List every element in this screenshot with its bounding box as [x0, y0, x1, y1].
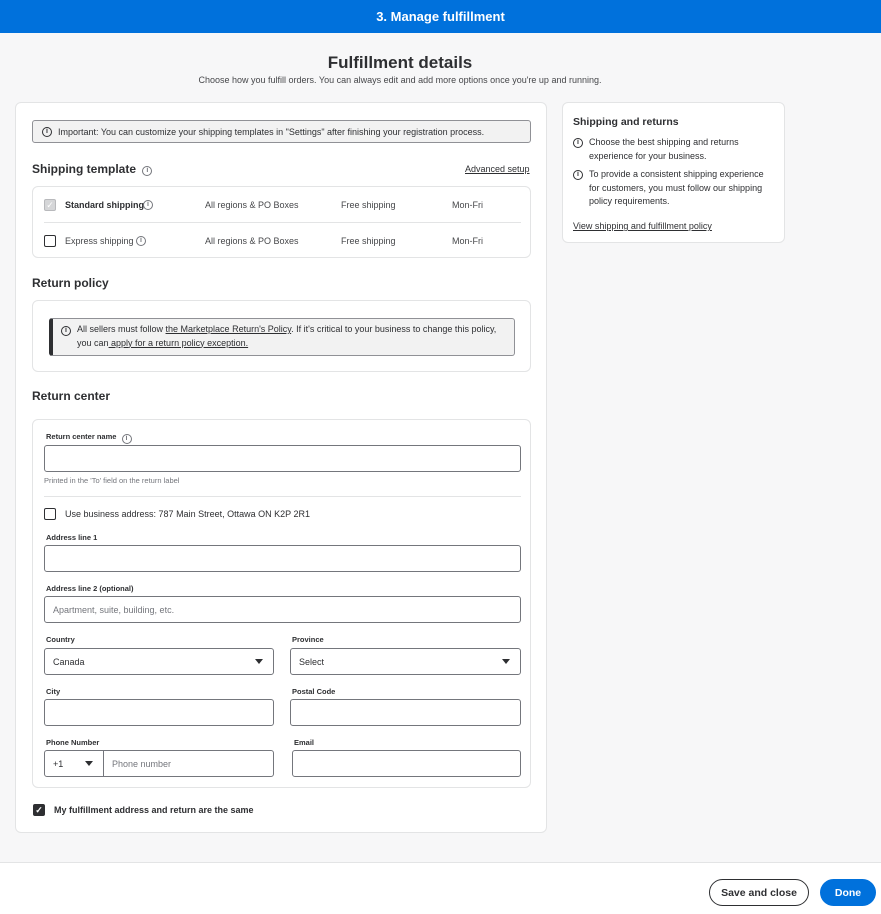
- shipping-policy-link[interactable]: View shipping and fulfillment policy: [573, 221, 712, 231]
- standard-shipping-regions: All regions & PO Boxes: [205, 200, 299, 210]
- return-policy-text-before: All sellers must follow: [77, 324, 166, 334]
- express-shipping-regions: All regions & PO Boxes: [205, 236, 299, 246]
- info-icon[interactable]: i: [142, 166, 152, 176]
- page-title: Fulfillment details: [327, 53, 473, 72]
- caret-down-icon: [502, 659, 510, 664]
- caret-down-icon: [255, 659, 263, 664]
- sidebar-item-text: Choose the best shipping and returns experience for your business.: [589, 137, 739, 161]
- address2-input[interactable]: [44, 596, 521, 623]
- shipping-returns-card: [562, 102, 785, 243]
- return-center-name-label-text: Return center name: [46, 432, 117, 441]
- sidebar-item: [573, 136, 773, 163]
- return-policy-exception-link[interactable]: apply for a return policy exception.: [108, 337, 249, 348]
- checkmark-icon: ✓: [46, 200, 54, 210]
- country-label: Country: [46, 635, 75, 644]
- same-address-checkbox[interactable]: [33, 804, 45, 816]
- info-icon[interactable]: i: [136, 236, 146, 246]
- express-shipping-checkbox[interactable]: [44, 235, 56, 247]
- postal-code-input[interactable]: [290, 699, 521, 726]
- phone-code-value: +1: [53, 758, 64, 769]
- info-icon[interactable]: i: [143, 200, 153, 210]
- address1-label: Address line 1: [46, 533, 98, 542]
- sidebar-title: Shipping and returns: [573, 116, 679, 128]
- country-value: Canada: [53, 656, 85, 667]
- email-label: Email: [294, 738, 315, 747]
- standard-shipping-name: Standard shipping: [65, 200, 145, 210]
- province-value: Select: [299, 656, 325, 667]
- info-icon: i: [573, 170, 583, 180]
- marketplace-return-policy-link[interactable]: the Marketplace Return's Policy: [165, 324, 292, 334]
- info-icon: i: [42, 127, 52, 137]
- express-shipping-name: Express shipping: [65, 236, 134, 246]
- return-policy-text-mid: . If it's critical to your business to change this policy, you can: [77, 324, 497, 348]
- sidebar-item: [573, 168, 773, 209]
- city-label: City: [46, 687, 61, 696]
- return-policy-text: [77, 319, 506, 350]
- header-title: 3. Manage fulfillment: [376, 9, 505, 24]
- address2-label: Address line 2 (optional): [46, 584, 134, 593]
- express-shipping-days: Mon-Fri: [452, 236, 483, 246]
- return-policy-heading: Return policy: [32, 276, 109, 290]
- province-label: Province: [292, 635, 324, 644]
- shipping-template-heading-text: Shipping template: [32, 162, 137, 176]
- sidebar-item-text: To provide a consistent shipping experience for customers, you must follow our shipping policy requirements.: [589, 169, 764, 206]
- standard-shipping-days: Mon-Fri: [452, 200, 483, 210]
- city-input[interactable]: [44, 699, 274, 726]
- caret-down-icon: [85, 761, 93, 766]
- info-icon[interactable]: i: [122, 434, 132, 444]
- phone-country-code-select[interactable]: [44, 750, 104, 777]
- info-icon: i: [61, 326, 71, 336]
- phone-number-input[interactable]: [103, 750, 274, 777]
- standard-shipping-checkbox[interactable]: [44, 199, 56, 211]
- row-divider: [44, 222, 521, 223]
- main-card: [15, 102, 547, 833]
- important-banner-text: Important: You can customize your shipping templates in "Settings" after finishing your registration process.: [58, 126, 485, 137]
- info-icon: i: [573, 138, 583, 148]
- country-select[interactable]: [44, 648, 274, 675]
- standard-shipping-cost: Free shipping: [341, 200, 396, 210]
- return-center-heading: Return center: [32, 389, 111, 403]
- use-business-address-checkbox[interactable]: [44, 508, 56, 520]
- important-banner: [32, 120, 531, 143]
- save-and-close-button[interactable]: Save and close: [709, 879, 809, 906]
- return-center-name-label: [46, 432, 132, 444]
- phone-placeholder: Phone number: [112, 758, 172, 769]
- return-policy-notice: [49, 318, 515, 356]
- advanced-setup-link[interactable]: Advanced setup: [465, 164, 530, 174]
- return-policy-box: [32, 300, 531, 372]
- shipping-template-box: [32, 186, 531, 258]
- express-shipping-cost: Free shipping: [341, 236, 396, 246]
- done-button[interactable]: Done: [820, 879, 876, 906]
- use-business-address-label: Use business address: 787 Main Street, Ottawa ON K2P 2R1: [65, 509, 310, 519]
- header-bar: [0, 0, 881, 33]
- return-center-name-hint: Printed in the 'To' field on the return label: [44, 476, 180, 485]
- phone-label: Phone Number: [46, 738, 100, 747]
- email-input[interactable]: [292, 750, 521, 777]
- footer-bar: [0, 862, 881, 914]
- return-center-name-input[interactable]: [44, 445, 521, 472]
- page-subtitle: Choose how you fulfill orders. You can always edit and add more options once you're up and running.: [198, 75, 602, 85]
- postal-code-label: Postal Code: [292, 687, 336, 696]
- address1-input[interactable]: [44, 545, 521, 572]
- checkmark-icon: ✓: [35, 805, 43, 815]
- return-center-box: [32, 419, 531, 788]
- address2-placeholder: Apartment, suite, building, etc.: [53, 604, 175, 615]
- province-select[interactable]: [290, 648, 521, 675]
- same-address-label: My fulfillment address and return are the same: [54, 805, 254, 815]
- shipping-template-heading: [32, 162, 152, 176]
- section-divider: [44, 496, 521, 497]
